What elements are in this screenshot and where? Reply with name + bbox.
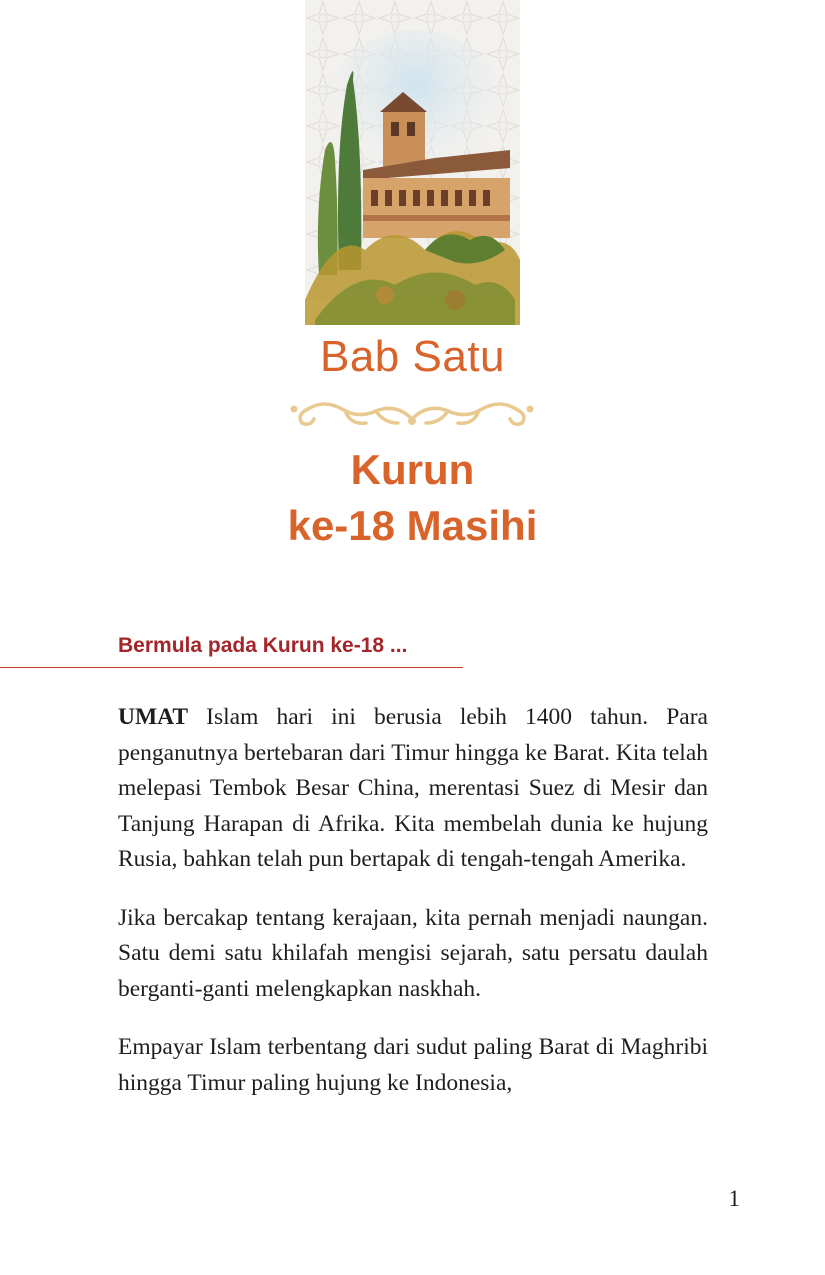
page-number: 1 xyxy=(728,1186,740,1211)
chapter-label: Bab Satu xyxy=(319,332,506,381)
chapter-title-line1: Kurun xyxy=(350,446,475,493)
section-heading: Bermula pada Kurun ke-18 ... xyxy=(118,634,408,657)
paragraph-1-lead: UMAT xyxy=(118,704,189,730)
chapter-title xyxy=(0,442,825,554)
ornament-divider-icon xyxy=(286,393,538,437)
palace-illustration xyxy=(305,0,520,325)
paragraph-1 xyxy=(118,700,708,878)
paragraph-1-text: Islam hari ini berusia lebih 1400 tahun. Para penganutnya bertebaran dari Timur hingga ke Barat. Kita telah melepasi Tembok Besar China, merentasi Suez di Mesir dan Tanjung Harapan di Afrika. Kita membelah dunia ke hujung Rusia, bahkan telah pun bertapak di tengah-tengah Amerika. xyxy=(118,704,708,872)
section-divider xyxy=(0,667,463,668)
chapter-title-line2: ke-18 Masihi xyxy=(287,502,538,549)
paragraph-2: Jika bercakap tentang kerajaan, kita pernah menjadi naungan. Satu demi satu khilafah mengisi sejarah, satu persatu daulah berganti-ganti melengkapkan naskhah. xyxy=(118,904,708,1002)
paragraph-3: Empayar Islam terbentang dari sudut paling Barat di Maghribi hingga Timur paling hujung ke Indonesia, xyxy=(118,1034,708,1096)
body-text xyxy=(118,700,708,1124)
